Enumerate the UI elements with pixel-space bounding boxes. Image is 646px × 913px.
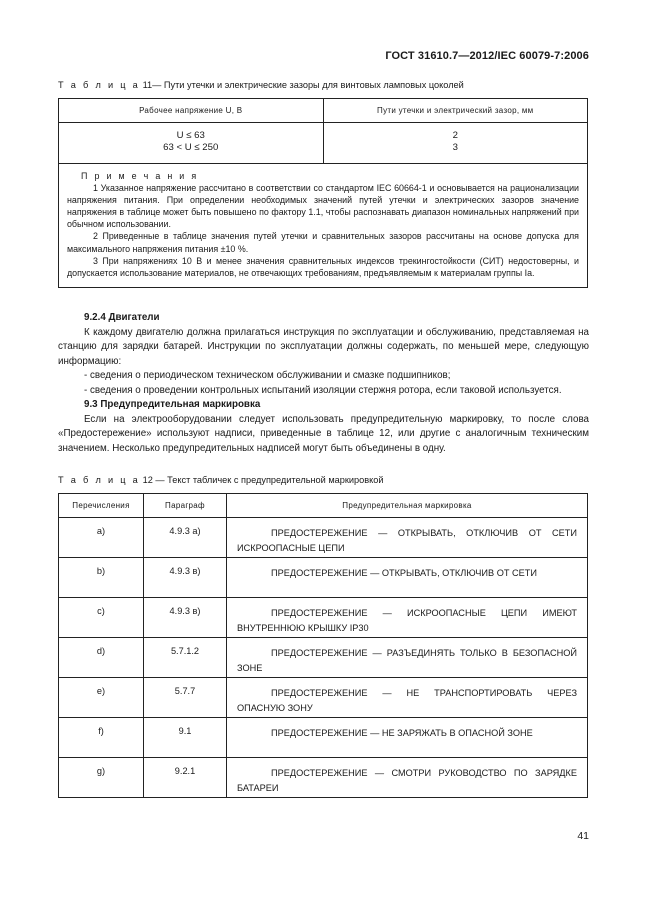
table-12 (58, 493, 588, 798)
table12-item-f: f) (59, 718, 144, 758)
note-2: 2 Приведенные в таблице значения путей утечки и сравнительных зазоров рассчитаны на основе допуска для максимального напряжения питания ±10 %. (67, 231, 579, 254)
table12-para-c: 4.9.3 в) (144, 598, 227, 638)
table12-text-g (227, 758, 588, 798)
table12-col-paragraph: Параграф (144, 494, 227, 518)
table-row (59, 758, 588, 798)
table12-header-row (59, 494, 588, 518)
table12-text-f-value: ПРЕДОСТЕРЕЖЕНИЕ — НЕ ЗАРЯЖАТЬ В ОПАСНОЙ ЗОНЕ (271, 728, 533, 738)
table12-para-g: 9.2.1 (144, 758, 227, 798)
table12-caption-prefix: Т а б л и ц а (58, 475, 141, 485)
table12-text-b (227, 558, 588, 598)
table12-para-d: 5.7.1.2 (144, 638, 227, 678)
table11-notes-row (59, 164, 588, 288)
table-row (59, 678, 588, 718)
table12-text-d (227, 638, 588, 678)
table12-text-a-value: ПРЕДОСТЕРЕЖЕНИЕ — ОТКРЫВАТЬ, ОТКЛЮЧИВ ОТ СЕТИ ИСКРООПАСНЫЕ ЦЕПИ (237, 528, 577, 553)
section-9-3-heading: 9.3 Предупредительная маркировка (84, 399, 261, 410)
section-9-2-4-item-2: - сведения о проведении контрольных испытаний изоляции стержня ротора, если таковой используется. (84, 384, 562, 396)
table11-distance-cell (323, 123, 588, 164)
table12-item-g: g) (59, 758, 144, 798)
table12-text-d-value: ПРЕДОСТЕРЕЖЕНИЕ — РАЗЪЕДИНЯТЬ ТОЛЬКО В БЕЗОПАСНОЙ ЗОНЕ (237, 648, 577, 673)
table12-text-f (227, 718, 588, 758)
table-row (59, 638, 588, 678)
section-9-2-4-paragraph: К каждому двигателю должна прилагаться инструкция по эксплуатации и обслуживанию, представляемая на станцию для зарядки батарей. Инструкции по эксплуатации должны содержать, по меньшей мере, следующую информацию: (58, 326, 589, 367)
table-row (59, 558, 588, 598)
table12-text-b-value: ПРЕДОСТЕРЕЖЕНИЕ — ОТКРЫВАТЬ, ОТКЛЮЧИВ ОТ СЕТИ (271, 568, 537, 578)
section-9-2-4-item-1: - сведения о периодическом техническом обслуживании и смазке подшипников; (84, 370, 451, 381)
table11-values-row (59, 123, 588, 164)
notes-title: П р и м е ч а н и я (81, 171, 199, 181)
table12-item-a: a) (59, 518, 144, 558)
table12-para-b: 4.9.3 в) (144, 558, 227, 598)
table-11 (58, 98, 588, 288)
section-9-2-4 (58, 311, 589, 456)
table12-caption-text: 12 — Текст табличек с предупредительной маркировкой (140, 475, 384, 485)
table12-text-c-value: ПРЕДОСТЕРЕЖЕНИЕ — ИСКРООПАСНЫЕ ЦЕПИ ИМЕЮТ ВНУТРЕННЮЮ КРЫШКУ IP30 (237, 608, 577, 633)
table12-text-e-value: ПРЕДОСТЕРЕЖЕНИЕ — НЕ ТРАНСПОРТИРОВАТЬ ЧЕРЕЗ ОПАСНУЮ ЗОНУ (237, 688, 577, 713)
table11-header-row (59, 99, 588, 123)
table11-distance-0: 2 (452, 130, 458, 141)
table11-col-voltage: Рабочее напряжение U, В (59, 99, 324, 123)
page-header-standard-title: ГОСТ 31610.7—2012/IEC 60079-7:2006 (385, 50, 589, 62)
table12-text-g-value: ПРЕДОСТЕРЕЖЕНИЕ — СМОТРИ РУКОВОДСТВО ПО ЗАРЯДКЕ БАТАРЕИ (237, 768, 577, 793)
table12-item-c: c) (59, 598, 144, 638)
table12-para-f: 9.1 (144, 718, 227, 758)
table11-col-distance: Пути утечки и электрический зазор, мм (323, 99, 588, 123)
table12-para-e: 5.7.7 (144, 678, 227, 718)
table12-col-marking: Предупредительная маркировка (227, 494, 588, 518)
table12-col-item: Перечисления (59, 494, 144, 518)
table11-voltage-0: U ≤ 63 (176, 130, 205, 141)
table12-text-a (227, 518, 588, 558)
table12-text-e (227, 678, 588, 718)
page-number: 41 (577, 830, 589, 842)
table11-voltage-1: 63 < U ≤ 250 (163, 142, 219, 153)
table-row (59, 518, 588, 558)
table-row (59, 718, 588, 758)
table11-distance-1: 3 (452, 142, 458, 153)
note-3: 3 При напряжениях 10 В и менее значения сравнительных индексов трекингостойкости (СИТ) недостоверны, и допускается использование материалов, не отвечающих требованиям, предъявляемым к материалам группы Iа. (67, 255, 579, 278)
table11-caption-text: 11— Пути утечки и электрические зазоры для винтовых ламповых цоколей (140, 80, 464, 90)
table12-item-e: e) (59, 678, 144, 718)
table12-text-c (227, 598, 588, 638)
table12-item-b: b) (59, 558, 144, 598)
table12-item-d: d) (59, 638, 144, 678)
table11-voltage-cell (59, 123, 324, 164)
section-9-2-4-heading: 9.2.4 Двигатели (84, 312, 160, 323)
note-1: 1 Указанное напряжение рассчитано в соответствии со стандартом IEC 60664-1 и основывается на рационализации напряжения питания. При определении необходимых значений путей утечки и электрических зазоров значение напряжения в таблице может быть повышено по фактору 1.1, чтобы распознавать диапазон номинальных напряжений при обычном использовании. (67, 183, 579, 230)
section-9-3-paragraph: Если на электрооборудовании следует использовать предупредительную маркировку, то после слова «Предостережение» используют надписи, приведенные в таблице 12, или другие с аналогичным техническим значением. Несколько предупредительных надписей могут быть объединены в одну. (58, 413, 589, 454)
table12-caption (58, 475, 384, 485)
table11-caption-prefix: Т а б л и ц а (58, 80, 141, 90)
table-row (59, 598, 588, 638)
table12-para-a: 4.9.3 а) (144, 518, 227, 558)
table11-caption (58, 80, 464, 90)
table11-notes (59, 164, 588, 288)
